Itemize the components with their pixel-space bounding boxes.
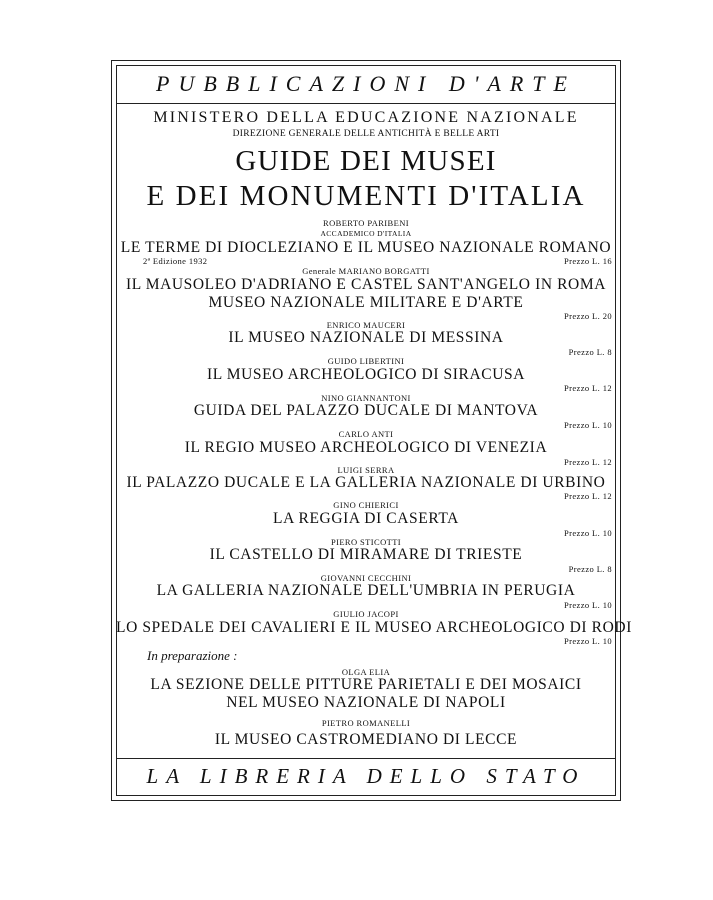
entry-author: GIULIO JACOPI <box>333 609 399 619</box>
entry-title: IL PALAZZO DUCALE E LA GALLERIA NAZIONALE DI URBINO <box>126 474 606 491</box>
preparation-heading: In preparazione : <box>147 648 238 663</box>
entry-title: IL REGIO MUSEO ARCHEOLOGICO DI VENEZIA <box>184 439 548 456</box>
entry-price: Prezzo L. 12 <box>564 383 612 393</box>
entry-title: IL MUSEO ARCHEOLOGICO DI SIRACUSA <box>206 366 526 383</box>
header-title: PUBBLICAZIONI D'ARTE <box>156 71 576 96</box>
entry-price: Prezzo L. 10 <box>564 528 612 538</box>
prep-title: IL MUSEO CASTROMEDIANO DI LECCE <box>214 731 518 748</box>
entry-author: ROBERTO PARIBENI <box>323 218 409 228</box>
entry-price: Prezzo L. 12 <box>564 491 612 501</box>
direction-name: DIREZIONE GENERALE DELLE ANTICHITÀ E BELLE ARTI <box>232 129 500 139</box>
prep-author: OLGA ELIA <box>341 667 391 677</box>
entry-author: Generale MARIANO BORGATTI <box>302 266 430 276</box>
entry-title: LA GALLERIA NAZIONALE DELL'UMBRIA IN PERUGIA <box>156 582 576 599</box>
entry-price: Prezzo L. 16 <box>564 256 612 266</box>
entry-author: LUIGI SERRA <box>337 465 395 475</box>
series-title-line1: GUIDE DEI MUSEI <box>235 145 497 177</box>
entry-author: GINO CHIERICI <box>333 500 399 510</box>
entry-author: GIOVANNI CECCHINI <box>320 573 412 583</box>
entry-author: PIERO STICOTTI <box>330 537 402 547</box>
entry-title: LA REGGIA DI CASERTA <box>273 510 459 527</box>
entry-author: ENRICO MAUCERI <box>326 320 406 330</box>
entry-price: Prezzo L. 20 <box>564 311 612 321</box>
prep-title-line2: NEL MUSEO NAZIONALE DI NAPOLI <box>226 694 506 711</box>
entry-edition: 2ª Edizione 1932 <box>143 256 208 266</box>
entry-title: IL MUSEO NAZIONALE DI MESSINA <box>228 329 504 346</box>
entry-title-line1: IL MAUSOLEO D'ADRIANO E CASTEL SANT'ANGELO IN ROMA <box>125 276 607 293</box>
header-divider <box>116 103 616 104</box>
entry-price: Prezzo L. 8 <box>568 564 612 574</box>
entry-price: Prezzo L. 8 <box>568 347 612 357</box>
entry-title-line2: MUSEO NAZIONALE MILITARE E D'ARTE <box>208 294 524 311</box>
footer-title: LA LIBRERIA DELLO STATO <box>146 764 586 788</box>
entry-price: Prezzo L. 10 <box>564 636 612 646</box>
entry-author: GUIDO LIBERTINI <box>327 356 405 366</box>
entry-price: Prezzo L. 12 <box>564 457 612 467</box>
entry-price: Prezzo L. 10 <box>564 420 612 430</box>
footer-divider <box>116 758 616 759</box>
entry-price: Prezzo L. 10 <box>564 600 612 610</box>
entry-title: GUIDA DEL PALAZZO DUCALE DI MANTOVA <box>193 402 539 419</box>
entry-author: CARLO ANTI <box>338 429 394 439</box>
entry-author-role: ACCADEMICO D'ITALIA <box>320 229 412 238</box>
entry-author: NINO GIANNANTONI <box>321 393 411 403</box>
entry-title: IL CASTELLO DI MIRAMARE DI TRIESTE <box>209 546 523 563</box>
entry-title: LO SPEDALE DEI CAVALIERI E IL MUSEO ARCHEOLOGICO DI RODI <box>116 619 632 636</box>
entry-title: LE TERME DI DIOCLEZIANO E IL MUSEO NAZIONALE ROMANO <box>120 239 612 256</box>
prep-title-line1: LA SEZIONE DELLE PITTURE PARIETALI E DEI MOSAICI <box>150 676 582 693</box>
series-title-line2: E DEI MONUMENTI D'ITALIA <box>146 180 586 212</box>
ministry-name: MINISTERO DELLA EDUCAZIONE NAZIONALE <box>153 109 579 126</box>
prep-author: PIETRO ROMANELLI <box>321 718 411 728</box>
